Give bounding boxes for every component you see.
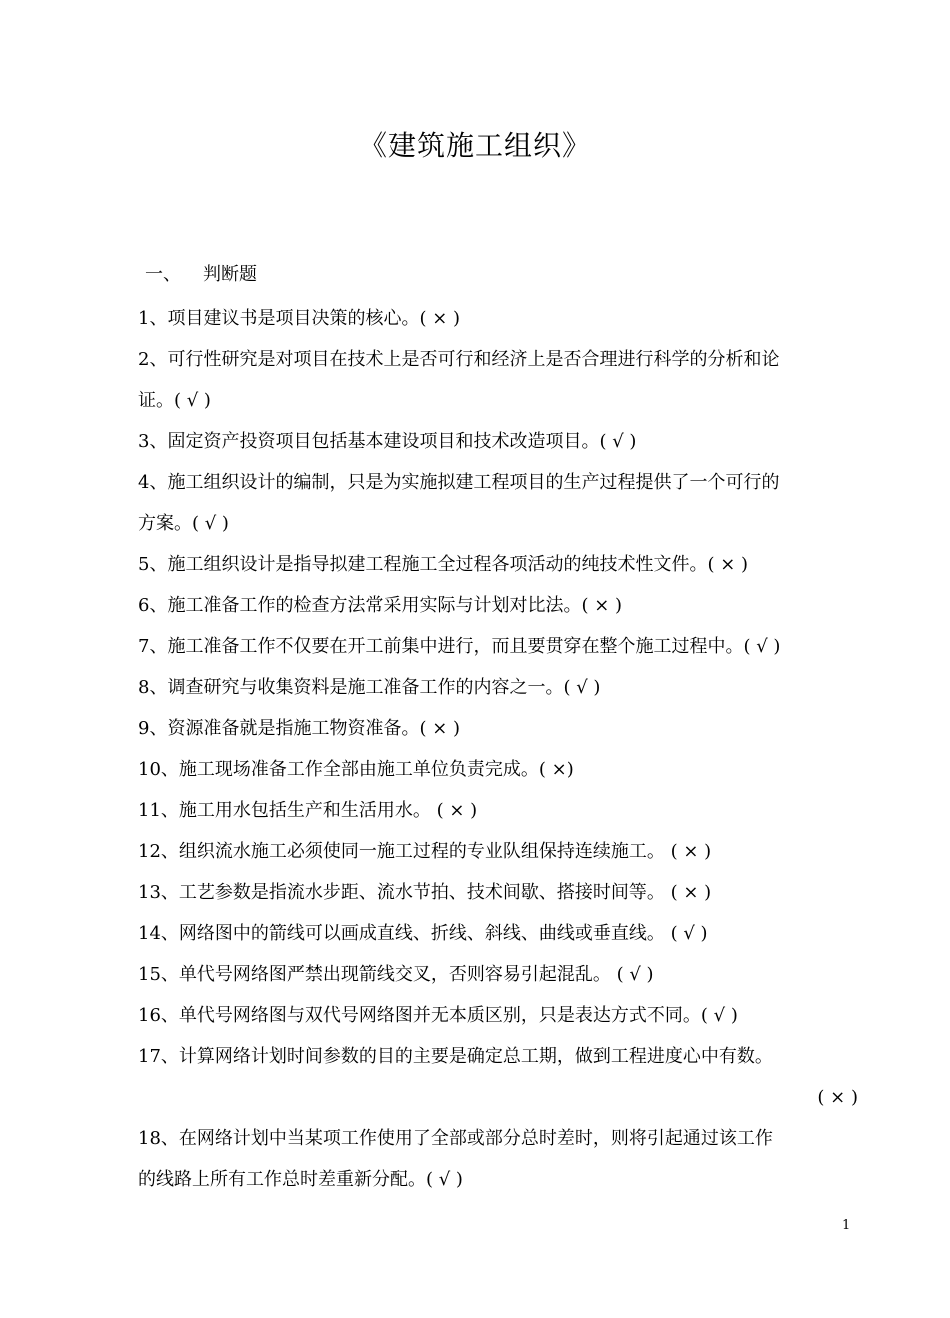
question-line: 8、调查研究与收集资料是施工准备工作的内容之一。( √ ) <box>138 677 601 698</box>
question-line: 的线路上所有工作总时差重新分配。( √ ) <box>138 1169 463 1190</box>
question-line: 16、单代号网络图与双代号网络图并无本质区别，只是表达方式不同。( √ ) <box>138 1005 738 1026</box>
document-title: 《建筑施工组织》 <box>358 129 591 162</box>
question-line: 11、施工用水包括生产和生活用水。 ( × ) <box>138 800 478 821</box>
question-line: 10、施工现场准备工作全部由施工单位负责完成。( ×) <box>138 759 574 780</box>
question-line: 9、资源准备就是指施工物资准备。( × ) <box>138 718 461 739</box>
question-line: 2、可行性研究是对项目在技术上是否可行和经济上是否合理进行科学的分析和论 <box>138 349 780 370</box>
question-line: 17、计算网络计划时间参数的目的主要是确定总工期，做到工程进度心中有数。 <box>138 1046 773 1067</box>
section-heading <box>145 260 257 286</box>
section-number: 一、 <box>145 264 181 285</box>
question-line: 6、施工准备工作的检查方法常采用实际与计划对比法。( × ) <box>138 595 623 616</box>
question-line: 1、项目建议书是项目决策的核心。( × ) <box>138 308 461 329</box>
question-line: 3、固定资产投资项目包括基本建设项目和技术改造项目。( √ ) <box>138 431 637 452</box>
page-number: 1 <box>842 1218 851 1233</box>
question-line: 14、网络图中的箭线可以画成直线、折线、斜线、曲线或垂直线。 ( √ ) <box>138 923 708 944</box>
question-list <box>138 298 858 1200</box>
question-line: 13、工艺参数是指流水步距、流水节拍、技术间歇、搭接时间等。 ( × ) <box>138 882 712 903</box>
section-title: 判断题 <box>203 264 257 285</box>
question-line: 12、组织流水施工必须使同一施工过程的专业队组保持连续施工。 ( × ) <box>138 841 712 862</box>
question-line: 15、单代号网络图严禁出现箭线交叉，否则容易引起混乱。 ( √ ) <box>138 964 654 985</box>
question-line: 方案。( √ ) <box>138 513 229 534</box>
question-line: 18、在网络计划中当某项工作使用了全部或部分总时差时，则将引起通过该工作 <box>138 1128 773 1149</box>
answer-line: ( × ) <box>817 1087 858 1108</box>
question-line: 4、施工组织设计的编制，只是为实施拟建工程项目的生产过程提供了一个可行的 <box>138 472 780 493</box>
question-line: 证。( √ ) <box>138 390 211 411</box>
question-line: 5、施工组织设计是指导拟建工程施工全过程各项活动的纯技术性文件。( × ) <box>138 554 749 575</box>
question-line: 7、施工准备工作不仅要在开工前集中进行，而且要贯穿在整个施工过程中。( √ ) <box>138 636 781 657</box>
